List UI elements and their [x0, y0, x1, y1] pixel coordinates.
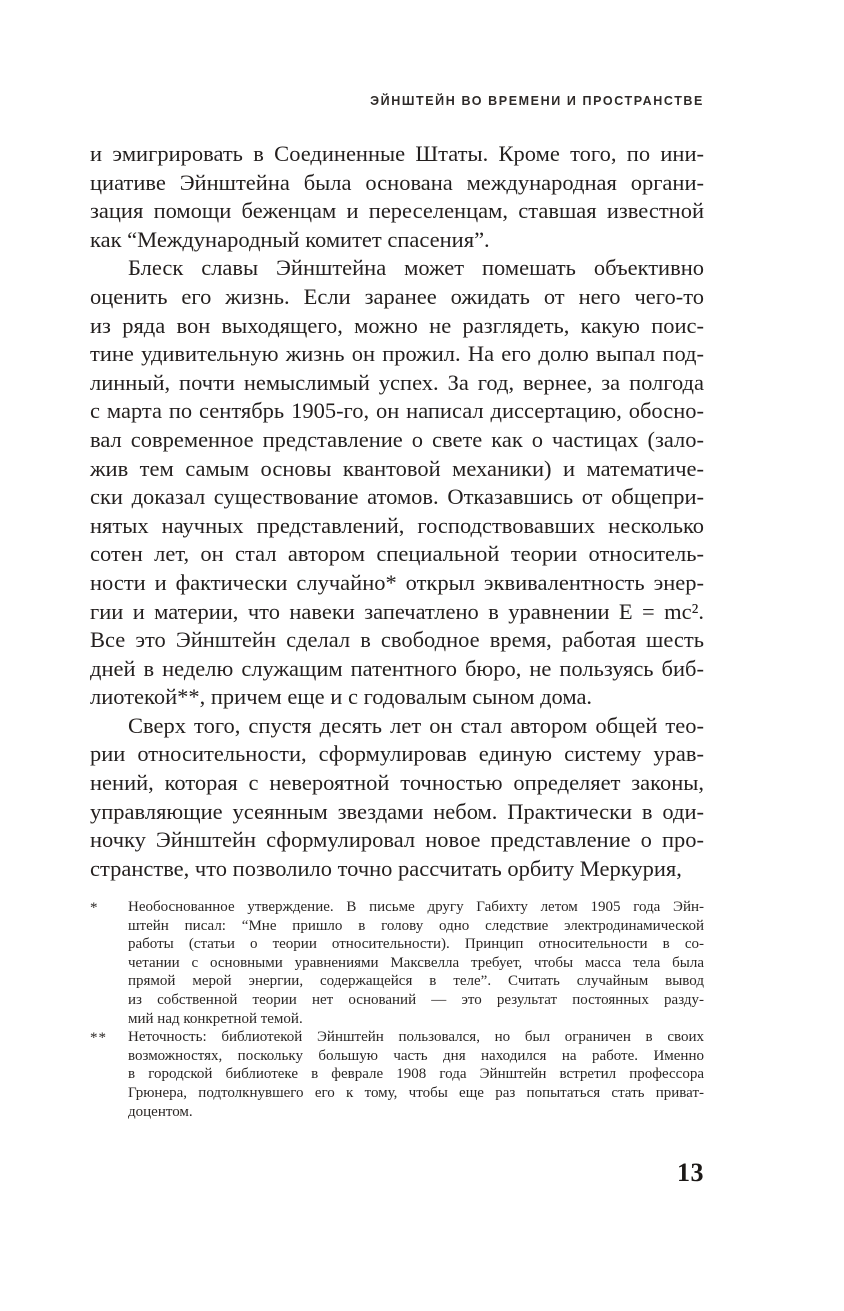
text-line: оценить его жизнь. Если заранее ожидать от него чего-то — [90, 283, 704, 309]
footnote — [90, 898, 704, 1028]
text-line: управляющие усеянным звездами небом. Практически в оди- — [90, 798, 704, 824]
text-line: лиотекой**, причем еще и с годовалым сыном дома. — [90, 684, 593, 710]
footnote-line: Грюнера, подтолкнувшего его к тому, чтобы еще раз попытаться стать приват- — [128, 1084, 704, 1101]
text-line: Сверх того, спустя десять лет он стал автором общей тео- — [128, 712, 704, 738]
footnote-line: в городской библиотеке в феврале 1908 года Эйнштейн встретил профессора — [128, 1066, 704, 1083]
text-line: как “Международный комитет спасения”. — [90, 226, 490, 252]
text-line: линный, почти немыслимый успех. За год, вернее, за полгода — [90, 369, 704, 395]
text-line: нятых научных представлений, господствовавших несколько — [90, 512, 704, 538]
text-line: из ряда вон выходящего, можно не разглядеть, какую поис- — [90, 312, 704, 338]
text-line: сотен лет, он стал автором специальной теории относитель- — [90, 541, 704, 567]
text-line: дней в неделю служащим патентного бюро, не пользуясь биб- — [90, 655, 704, 681]
footnote-line: из собственной теории нет оснований — это результат постоянных разду- — [128, 991, 704, 1008]
text-line: тине удивительную жизнь он прожил. На его долю выпал под- — [90, 341, 704, 367]
footnote-line: прямой мерой энергии, содержащейся в теле”. Считать случайным вывод — [128, 973, 704, 990]
footnote-line: мий над конкретной темой. — [128, 1010, 303, 1027]
text-line: Блеск славы Эйнштейна может помешать объективно — [128, 255, 704, 281]
text-line: странстве, что позволило точно рассчитать орбиту Меркурия, — [90, 855, 682, 881]
text-line: нений, которая с невероятной точностью определяет законы, — [90, 770, 704, 796]
text-line: зация помощи беженцам и переселенцам, ставшая известной — [90, 198, 704, 224]
text-line: жив тем самым основы квантовой механики) и математиче- — [90, 455, 704, 481]
text-line: Все это Эйнштейн сделал в свободное время, работая шесть — [90, 627, 704, 653]
text-line: ски доказал существование атомов. Отказавшись от общепри- — [90, 484, 704, 510]
text-line: циативе Эйнштейна была основана международная органи- — [90, 169, 704, 195]
text-line: ности и фактически случайно* открыл эквивалентность энер- — [90, 569, 704, 595]
paragraph — [90, 712, 704, 884]
footnote-marker: * — [90, 900, 99, 916]
text-line: ночку Эйнштейн сформулировал новое представление о про- — [90, 827, 704, 853]
footnote-marker: ** — [90, 1030, 107, 1047]
text-line: и эмигрировать в Соединенные Штаты. Кроме того, по ини- — [90, 141, 704, 166]
footnote-line: возможностях, поскольку большую часть дня находился на работе. Именно — [128, 1047, 704, 1064]
footnote-line: работы (статьи о теории относительности). Принцип относительности в со- — [128, 936, 704, 953]
footnote-line: Необоснованное утверждение. В письме другу Габихту летом 1905 года Эйн- — [128, 899, 704, 915]
text-line: гии и материи, что навеки запечатлено в уравнении E = mc². — [90, 598, 704, 624]
main-text-column — [90, 140, 704, 883]
text-line: с марта по сентябрь 1905-го, он написал диссертацию, обосно- — [90, 398, 704, 424]
footnote-line: Неточность: библиотекой Эйнштейн пользовался, но был ограничен в своих — [128, 1029, 704, 1046]
paragraph — [90, 254, 704, 712]
text-line: рии относительности, сформулировав единую систему урав- — [90, 741, 704, 767]
footnote — [90, 1028, 704, 1121]
footnote-line: доцентом. — [128, 1103, 193, 1120]
text-line: вал современное представление о свете как о частицах (зало- — [90, 426, 704, 452]
paragraph — [90, 140, 704, 254]
running-header: ЭЙНШТЕЙН ВО ВРЕМЕНИ И ПРОСТРАНСТВЕ — [370, 94, 704, 108]
footnote-line: четании с основными уравнениями Максвелла требует, чтобы масса тела была — [128, 954, 704, 971]
footnote-line: штейн писал: “Мне пришло в голову одно следствие электродинамической — [128, 917, 704, 934]
footnotes-block — [90, 898, 704, 1121]
page-number: 13 — [677, 1158, 704, 1187]
